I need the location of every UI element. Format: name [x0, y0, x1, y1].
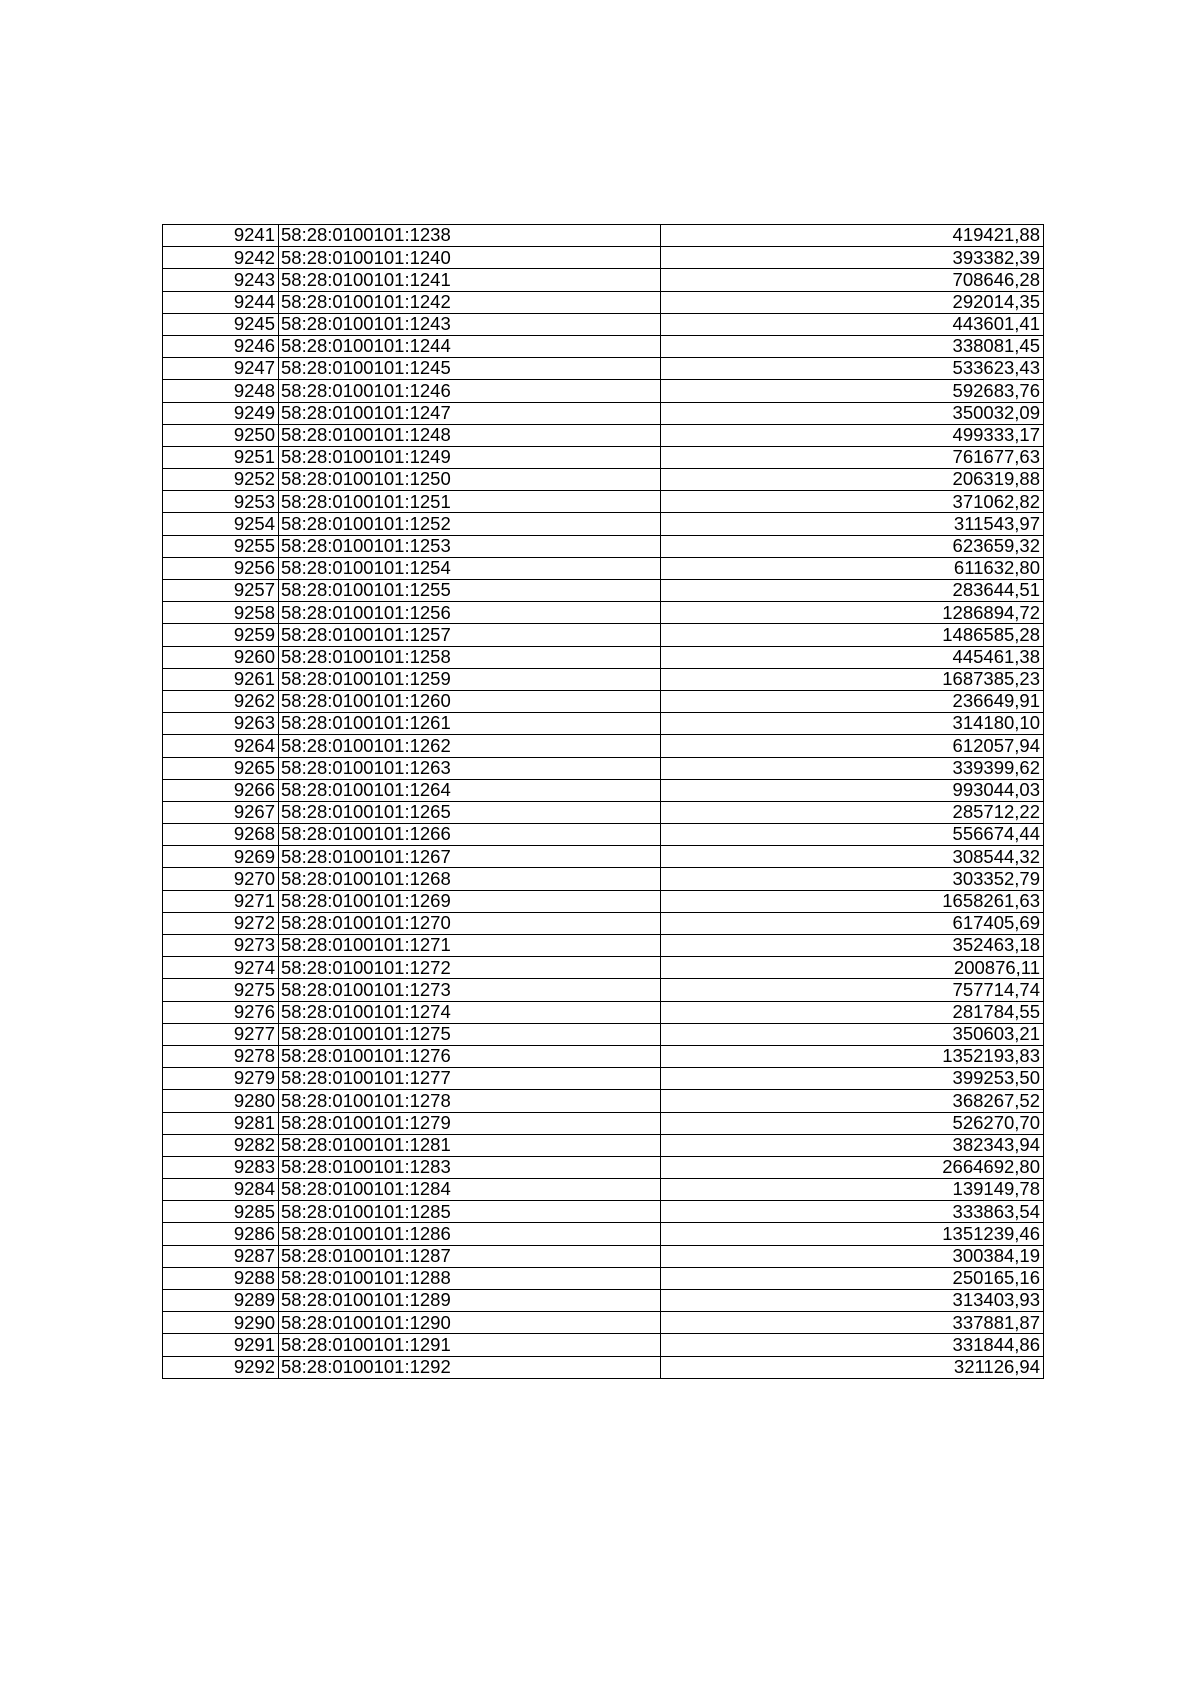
- row-number-cell: 9266: [163, 779, 279, 801]
- cadastral-number-cell: 58:28:0100101:1267: [279, 846, 661, 868]
- cadastral-number-cell: 58:28:0100101:1238: [279, 225, 661, 247]
- value-cell: 393382,39: [661, 247, 1044, 269]
- value-cell: 350603,21: [661, 1023, 1044, 1045]
- row-number-cell: 9247: [163, 358, 279, 380]
- value-cell: 139149,78: [661, 1179, 1044, 1201]
- cadastral-number-cell: 58:28:0100101:1252: [279, 513, 661, 535]
- row-number-cell: 9270: [163, 868, 279, 890]
- row-number-cell: 9267: [163, 801, 279, 823]
- cadastral-number-cell: 58:28:0100101:1283: [279, 1156, 661, 1178]
- table-row: [163, 513, 1044, 535]
- row-number-cell: 9248: [163, 380, 279, 402]
- table-row: [163, 1023, 1044, 1045]
- row-number-cell: 9271: [163, 890, 279, 912]
- value-cell: 419421,88: [661, 225, 1044, 247]
- table-row: [163, 912, 1044, 934]
- row-number-cell: 9245: [163, 313, 279, 335]
- value-cell: 292014,35: [661, 291, 1044, 313]
- cadastral-number-cell: 58:28:0100101:1277: [279, 1068, 661, 1090]
- value-cell: 281784,55: [661, 1001, 1044, 1023]
- table-row: [163, 247, 1044, 269]
- table-row: [163, 291, 1044, 313]
- value-cell: 1687385,23: [661, 668, 1044, 690]
- row-number-cell: 9278: [163, 1045, 279, 1067]
- cadastral-number-cell: 58:28:0100101:1289: [279, 1290, 661, 1312]
- row-number-cell: 9277: [163, 1023, 279, 1045]
- row-number-cell: 9274: [163, 957, 279, 979]
- cadastral-number-cell: 58:28:0100101:1243: [279, 313, 661, 335]
- value-cell: 331844,86: [661, 1334, 1044, 1356]
- value-cell: 314180,10: [661, 713, 1044, 735]
- table-row: [163, 957, 1044, 979]
- cadastral-number-cell: 58:28:0100101:1285: [279, 1201, 661, 1223]
- table-row: [163, 1267, 1044, 1289]
- cadastral-number-cell: 58:28:0100101:1286: [279, 1223, 661, 1245]
- cadastral-number-cell: 58:28:0100101:1271: [279, 935, 661, 957]
- value-cell: 1351239,46: [661, 1223, 1044, 1245]
- cadastral-number-cell: 58:28:0100101:1255: [279, 580, 661, 602]
- cadastral-number-cell: 58:28:0100101:1244: [279, 335, 661, 357]
- cadastral-number-cell: 58:28:0100101:1258: [279, 646, 661, 668]
- row-number-cell: 9262: [163, 690, 279, 712]
- row-number-cell: 9259: [163, 624, 279, 646]
- cadastral-number-cell: 58:28:0100101:1246: [279, 380, 661, 402]
- table-row: [163, 446, 1044, 468]
- value-cell: 313403,93: [661, 1290, 1044, 1312]
- value-cell: 399253,50: [661, 1068, 1044, 1090]
- table-row: [163, 1290, 1044, 1312]
- cadastral-number-cell: 58:28:0100101:1259: [279, 668, 661, 690]
- table-row: [163, 1201, 1044, 1223]
- table-row: [163, 335, 1044, 357]
- cadastral-number-cell: 58:28:0100101:1241: [279, 269, 661, 291]
- row-number-cell: 9282: [163, 1134, 279, 1156]
- row-number-cell: 9289: [163, 1290, 279, 1312]
- value-cell: 338081,45: [661, 335, 1044, 357]
- value-cell: 303352,79: [661, 868, 1044, 890]
- table-row: [163, 1068, 1044, 1090]
- table-row: [163, 1045, 1044, 1067]
- data-table: [162, 224, 1044, 1379]
- cadastral-number-cell: 58:28:0100101:1247: [279, 402, 661, 424]
- table-row: [163, 1134, 1044, 1156]
- table-row: [163, 979, 1044, 1001]
- cadastral-number-cell: 58:28:0100101:1262: [279, 735, 661, 757]
- table-row: [163, 469, 1044, 491]
- row-number-cell: 9243: [163, 269, 279, 291]
- cadastral-number-cell: 58:28:0100101:1256: [279, 602, 661, 624]
- cadastral-number-cell: 58:28:0100101:1251: [279, 491, 661, 513]
- row-number-cell: 9246: [163, 335, 279, 357]
- cadastral-number-cell: 58:28:0100101:1275: [279, 1023, 661, 1045]
- value-cell: 339399,62: [661, 757, 1044, 779]
- value-cell: 200876,11: [661, 957, 1044, 979]
- value-cell: 623659,32: [661, 535, 1044, 557]
- row-number-cell: 9287: [163, 1245, 279, 1267]
- value-cell: 352463,18: [661, 935, 1044, 957]
- cadastral-number-cell: 58:28:0100101:1273: [279, 979, 661, 1001]
- table-row: [163, 1001, 1044, 1023]
- row-number-cell: 9286: [163, 1223, 279, 1245]
- table-row: [163, 624, 1044, 646]
- row-number-cell: 9268: [163, 824, 279, 846]
- table-row: [163, 1312, 1044, 1334]
- row-number-cell: 9252: [163, 469, 279, 491]
- value-cell: 526270,70: [661, 1112, 1044, 1134]
- value-cell: 617405,69: [661, 912, 1044, 934]
- row-number-cell: 9250: [163, 424, 279, 446]
- row-number-cell: 9251: [163, 446, 279, 468]
- table-row: [163, 1334, 1044, 1356]
- table-row: [163, 646, 1044, 668]
- table-row: [163, 380, 1044, 402]
- table-row: [163, 1356, 1044, 1378]
- row-number-cell: 9263: [163, 713, 279, 735]
- table-row: [163, 535, 1044, 557]
- row-number-cell: 9249: [163, 402, 279, 424]
- table-row: [163, 1245, 1044, 1267]
- table-row: [163, 801, 1044, 823]
- table-row: [163, 602, 1044, 624]
- cadastral-number-cell: 58:28:0100101:1281: [279, 1134, 661, 1156]
- cadastral-number-cell: 58:28:0100101:1265: [279, 801, 661, 823]
- value-cell: 761677,63: [661, 446, 1044, 468]
- row-number-cell: 9276: [163, 1001, 279, 1023]
- table-row: [163, 1112, 1044, 1134]
- row-number-cell: 9279: [163, 1068, 279, 1090]
- row-number-cell: 9285: [163, 1201, 279, 1223]
- cadastral-number-cell: 58:28:0100101:1284: [279, 1179, 661, 1201]
- cadastral-number-cell: 58:28:0100101:1264: [279, 779, 661, 801]
- row-number-cell: 9292: [163, 1356, 279, 1378]
- row-number-cell: 9284: [163, 1179, 279, 1201]
- cadastral-number-cell: 58:28:0100101:1254: [279, 557, 661, 579]
- value-cell: 333863,54: [661, 1201, 1044, 1223]
- table-row: [163, 824, 1044, 846]
- table-row: [163, 580, 1044, 602]
- value-cell: 443601,41: [661, 313, 1044, 335]
- row-number-cell: 9273: [163, 935, 279, 957]
- value-cell: 206319,88: [661, 469, 1044, 491]
- row-number-cell: 9255: [163, 535, 279, 557]
- row-number-cell: 9269: [163, 846, 279, 868]
- value-cell: 285712,22: [661, 801, 1044, 823]
- value-cell: 300384,19: [661, 1245, 1044, 1267]
- row-number-cell: 9288: [163, 1267, 279, 1289]
- row-number-cell: 9283: [163, 1156, 279, 1178]
- value-cell: 371062,82: [661, 491, 1044, 513]
- row-number-cell: 9280: [163, 1090, 279, 1112]
- table-row: [163, 1179, 1044, 1201]
- cadastral-number-cell: 58:28:0100101:1270: [279, 912, 661, 934]
- value-cell: 308544,32: [661, 846, 1044, 868]
- value-cell: 757714,74: [661, 979, 1044, 1001]
- cadastral-number-cell: 58:28:0100101:1268: [279, 868, 661, 890]
- row-number-cell: 9254: [163, 513, 279, 535]
- value-cell: 993044,03: [661, 779, 1044, 801]
- value-cell: 612057,94: [661, 735, 1044, 757]
- row-number-cell: 9290: [163, 1312, 279, 1334]
- value-cell: 2664692,80: [661, 1156, 1044, 1178]
- cadastral-number-cell: 58:28:0100101:1278: [279, 1090, 661, 1112]
- row-number-cell: 9265: [163, 757, 279, 779]
- table-row: [163, 1090, 1044, 1112]
- table-row: [163, 557, 1044, 579]
- value-cell: 236649,91: [661, 690, 1044, 712]
- value-cell: 250165,16: [661, 1267, 1044, 1289]
- table-row: [163, 668, 1044, 690]
- table-row: [163, 269, 1044, 291]
- row-number-cell: 9264: [163, 735, 279, 757]
- value-cell: 445461,38: [661, 646, 1044, 668]
- row-number-cell: 9258: [163, 602, 279, 624]
- row-number-cell: 9281: [163, 1112, 279, 1134]
- table-row: [163, 846, 1044, 868]
- value-cell: 321126,94: [661, 1356, 1044, 1378]
- cadastral-number-cell: 58:28:0100101:1269: [279, 890, 661, 912]
- row-number-cell: 9253: [163, 491, 279, 513]
- cadastral-number-cell: 58:28:0100101:1288: [279, 1267, 661, 1289]
- cadastral-number-cell: 58:28:0100101:1253: [279, 535, 661, 557]
- table-row: [163, 935, 1044, 957]
- row-number-cell: 9261: [163, 668, 279, 690]
- table-row: [163, 690, 1044, 712]
- cadastral-number-cell: 58:28:0100101:1240: [279, 247, 661, 269]
- table-row: [163, 1223, 1044, 1245]
- cadastral-number-cell: 58:28:0100101:1245: [279, 358, 661, 380]
- table-row: [163, 402, 1044, 424]
- value-cell: 1286894,72: [661, 602, 1044, 624]
- cadastral-number-cell: 58:28:0100101:1290: [279, 1312, 661, 1334]
- value-cell: 533623,43: [661, 358, 1044, 380]
- value-cell: 311543,97: [661, 513, 1044, 535]
- cadastral-number-cell: 58:28:0100101:1248: [279, 424, 661, 446]
- row-number-cell: 9260: [163, 646, 279, 668]
- table-row: [163, 868, 1044, 890]
- row-number-cell: 9257: [163, 580, 279, 602]
- table-row: [163, 491, 1044, 513]
- table-row: [163, 358, 1044, 380]
- table-row: [163, 757, 1044, 779]
- table-row: [163, 313, 1044, 335]
- row-number-cell: 9272: [163, 912, 279, 934]
- value-cell: 1352193,83: [661, 1045, 1044, 1067]
- cadastral-number-cell: 58:28:0100101:1287: [279, 1245, 661, 1267]
- cadastral-number-cell: 58:28:0100101:1276: [279, 1045, 661, 1067]
- table-row: [163, 1156, 1044, 1178]
- table-body: [163, 225, 1044, 1379]
- table-row: [163, 779, 1044, 801]
- value-cell: 1658261,63: [661, 890, 1044, 912]
- table-row: [163, 225, 1044, 247]
- row-number-cell: 9241: [163, 225, 279, 247]
- cadastral-number-cell: 58:28:0100101:1257: [279, 624, 661, 646]
- value-cell: 611632,80: [661, 557, 1044, 579]
- cadastral-number-cell: 58:28:0100101:1266: [279, 824, 661, 846]
- value-cell: 368267,52: [661, 1090, 1044, 1112]
- value-cell: 337881,87: [661, 1312, 1044, 1334]
- cadastral-number-cell: 58:28:0100101:1274: [279, 1001, 661, 1023]
- cadastral-number-cell: 58:28:0100101:1292: [279, 1356, 661, 1378]
- row-number-cell: 9242: [163, 247, 279, 269]
- value-cell: 1486585,28: [661, 624, 1044, 646]
- cadastral-number-cell: 58:28:0100101:1263: [279, 757, 661, 779]
- value-cell: 708646,28: [661, 269, 1044, 291]
- cadastral-number-cell: 58:28:0100101:1291: [279, 1334, 661, 1356]
- row-number-cell: 9244: [163, 291, 279, 313]
- table-row: [163, 713, 1044, 735]
- value-cell: 556674,44: [661, 824, 1044, 846]
- table-row: [163, 735, 1044, 757]
- cadastral-number-cell: 58:28:0100101:1279: [279, 1112, 661, 1134]
- table-row: [163, 890, 1044, 912]
- table-row: [163, 424, 1044, 446]
- row-number-cell: 9275: [163, 979, 279, 1001]
- cadastral-number-cell: 58:28:0100101:1272: [279, 957, 661, 979]
- value-cell: 283644,51: [661, 580, 1044, 602]
- cadastral-number-cell: 58:28:0100101:1260: [279, 690, 661, 712]
- cadastral-number-cell: 58:28:0100101:1249: [279, 446, 661, 468]
- cadastral-number-cell: 58:28:0100101:1242: [279, 291, 661, 313]
- value-cell: 382343,94: [661, 1134, 1044, 1156]
- cadastral-number-cell: 58:28:0100101:1261: [279, 713, 661, 735]
- row-number-cell: 9256: [163, 557, 279, 579]
- cadastral-number-cell: 58:28:0100101:1250: [279, 469, 661, 491]
- row-number-cell: 9291: [163, 1334, 279, 1356]
- value-cell: 592683,76: [661, 380, 1044, 402]
- value-cell: 350032,09: [661, 402, 1044, 424]
- value-cell: 499333,17: [661, 424, 1044, 446]
